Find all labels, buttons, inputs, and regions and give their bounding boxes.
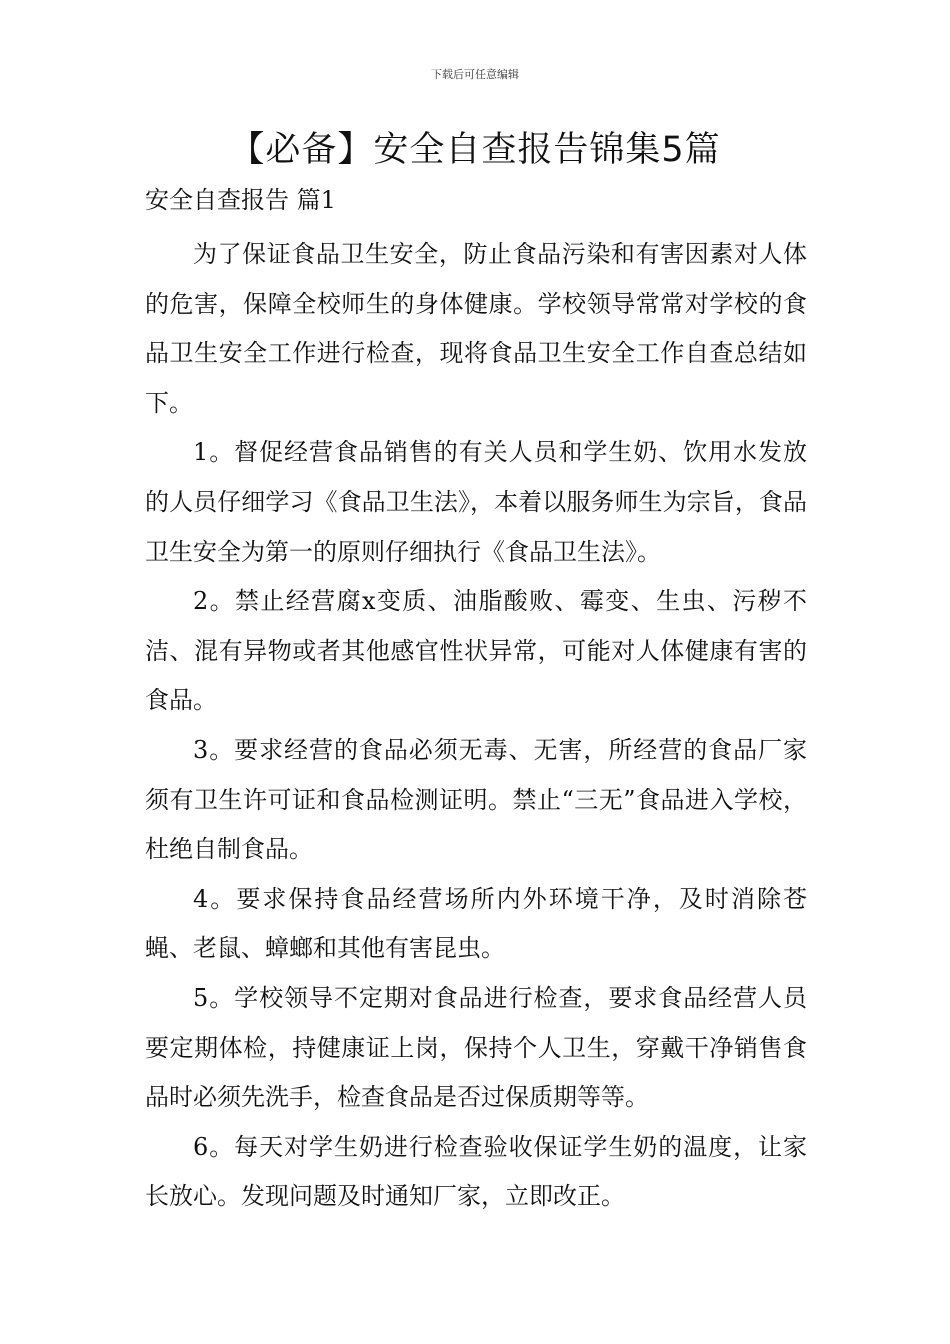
page-header-note: 下载后可任意编辑 [431, 68, 519, 81]
document-title: 【必备】安全自查报告锦集5篇 [229, 130, 721, 170]
document-body [145, 230, 807, 1222]
paragraph-item-5: 5。学校领导不定期对食品进行检查，要求食品经营人员要定期体检，持健康证上岗，保持个人卫生，穿戴干净销售食品时必须先洗手，检查食品是否过保质期等等。 [145, 983, 807, 1112]
paragraph-intro: 为了保证食品卫生安全，防止食品污染和有害因素对人体的危害，保障全校师生的身体健康。学校领导常常对学校的食品卫生安全工作进行检查，现将食品卫生安全工作自查总结如下。 [145, 240, 807, 417]
section-heading: 安全自查报告 篇1 [145, 186, 336, 214]
paragraph-item-1: 1。督促经营食品销售的有关人员和学生奶、饮用水发放的人员仔细学习《食品卫生法》，本着以服务师生为宗旨，食品卫生安全为第一的原则仔细执行《食品卫生法》。 [145, 438, 807, 566]
paragraph-item-6: 6。每天对学生奶进行检查验收保证学生奶的温度，让家长放心。发现问题及时通知厂家，立即改正。 [145, 1132, 807, 1211]
paragraph-item-3: 3。要求经营的食品必须无毒、无害，所经营的食品厂家须有卫生许可证和食品检测证明。禁止“三无”食品进入学校，杜绝自制食品。 [145, 735, 807, 864]
paragraph-item-2: 2。禁止经营腐x变质、油脂酸败、霉变、生虫、污秽不洁、混有异物或者其他感官性状异常，可能对人体健康有害的食品。 [145, 587, 807, 715]
paragraph-item-4: 4。要求保持食品经营场所内外环境干净，及时消除苍蝇、老鼠、蟑螂和其他有害昆虫。 [145, 884, 807, 963]
